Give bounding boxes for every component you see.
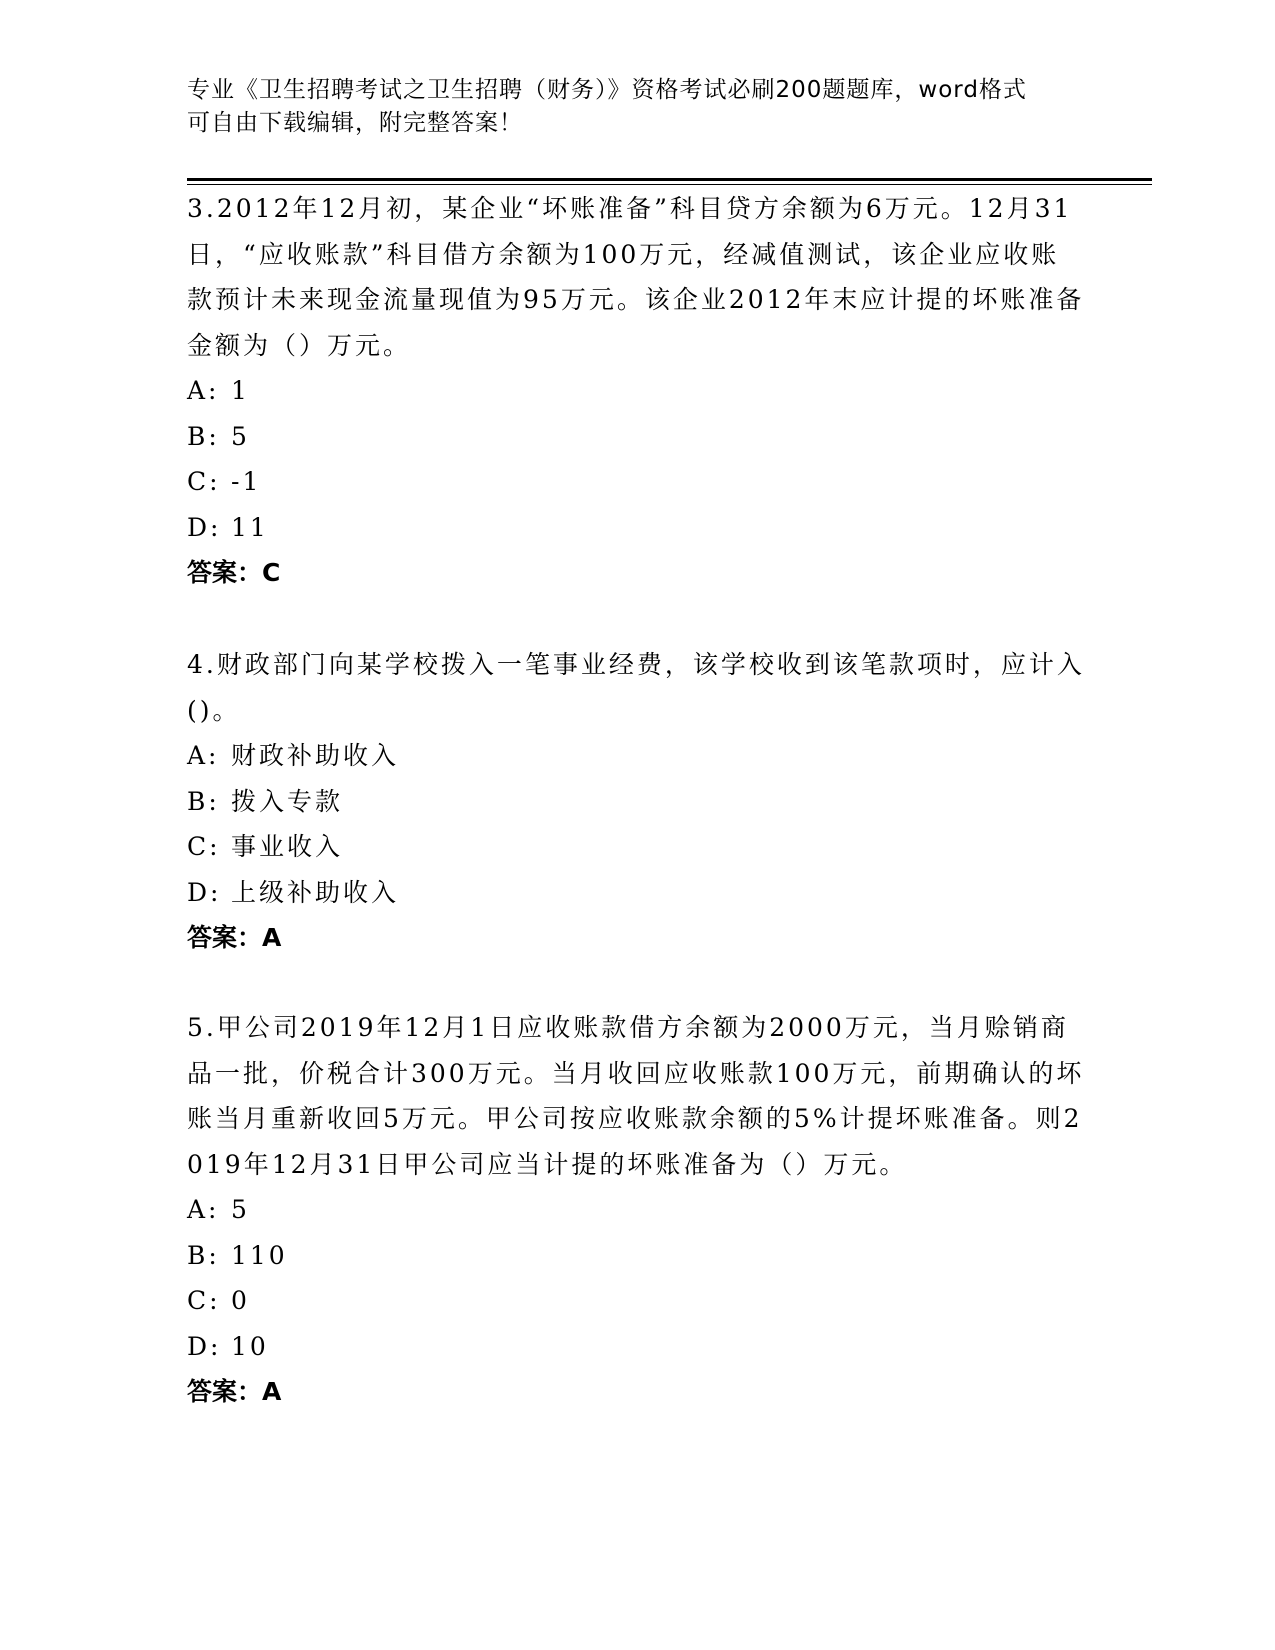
question-stem: 3.2012年12月初，某企业“坏账准备”科目贷方余额为6万元。12月31日，“应收账款”科目借方余额为100万元，经减值测试，该企业应收账款预计未来现金流量现值为95万元。该企业2012年末应计提的坏账准备金额为（）万元。 <box>187 194 1085 360</box>
option-c <box>187 824 1087 870</box>
answer-line: 答案：A <box>187 923 282 952</box>
option-letter: D: <box>187 512 222 542</box>
option-letter: B: <box>187 421 220 451</box>
option-a <box>187 733 1087 779</box>
option-text: 财政补助收入 <box>231 741 400 770</box>
option-text: 110 <box>231 1240 288 1270</box>
option-letter: A: <box>187 741 220 770</box>
option-text: 10 <box>231 1331 269 1361</box>
option-text: 事业收入 <box>231 832 344 861</box>
option-letter: A: <box>187 1195 220 1224</box>
question-5 <box>187 1005 1087 1415</box>
option-text: -1 <box>231 467 262 496</box>
option-text: 上级补助收入 <box>231 877 400 907</box>
option-letter: C: <box>187 832 221 861</box>
option-letter: B: <box>187 1240 220 1270</box>
option-text: 5 <box>231 1195 250 1224</box>
answer-line: 答案：C <box>187 558 281 587</box>
option-letter: C: <box>187 467 221 496</box>
question-4 <box>187 642 1087 961</box>
option-text: 0 <box>231 1286 250 1315</box>
option-letter: A: <box>187 376 220 405</box>
option-b <box>187 414 1087 460</box>
option-d <box>187 1324 1087 1370</box>
option-text: 1 <box>231 376 250 405</box>
question-stem: 4.财政部门向某学校拨入一笔事业经费，该学校收到该笔款项时，应计入()。 <box>187 650 1085 725</box>
option-text: 拨入专款 <box>231 786 344 816</box>
question-stem: 5.甲公司2019年12月1日应收账款借方余额为2000万元，当月赊销商品一批，价税合计300万元。当月收回应收账款100万元，前期确认的坏账当月重新收回5万元。甲公司按应收账款余额的5%计提坏账准备。则2019年12月31日甲公司应当计提的坏账准备为（）万元。 <box>187 1013 1085 1179</box>
header-line-2: 可自由下载编辑，附完整答案！ <box>187 110 523 136</box>
option-letter: C: <box>187 1286 221 1315</box>
option-c <box>187 1278 1087 1324</box>
option-d <box>187 870 1087 916</box>
option-letter: B: <box>187 786 220 816</box>
question-3 <box>187 186 1087 596</box>
header-line-1: 专业《卫生招聘考试之卫生招聘（财务）》资格考试必刷200题题库，word格式 <box>187 77 1027 103</box>
option-letter: D: <box>187 877 222 907</box>
document-header <box>187 74 1087 140</box>
header-rule-thick <box>187 178 1152 181</box>
option-a <box>187 1187 1087 1233</box>
option-text: 11 <box>231 512 269 542</box>
option-c <box>187 459 1087 505</box>
header-rule-thin <box>187 184 1152 185</box>
option-b <box>187 1233 1087 1279</box>
option-a <box>187 368 1087 414</box>
option-d <box>187 505 1087 551</box>
option-text: 5 <box>231 421 250 451</box>
option-letter: D: <box>187 1331 222 1361</box>
option-b <box>187 779 1087 825</box>
answer-line: 答案：A <box>187 1377 282 1406</box>
